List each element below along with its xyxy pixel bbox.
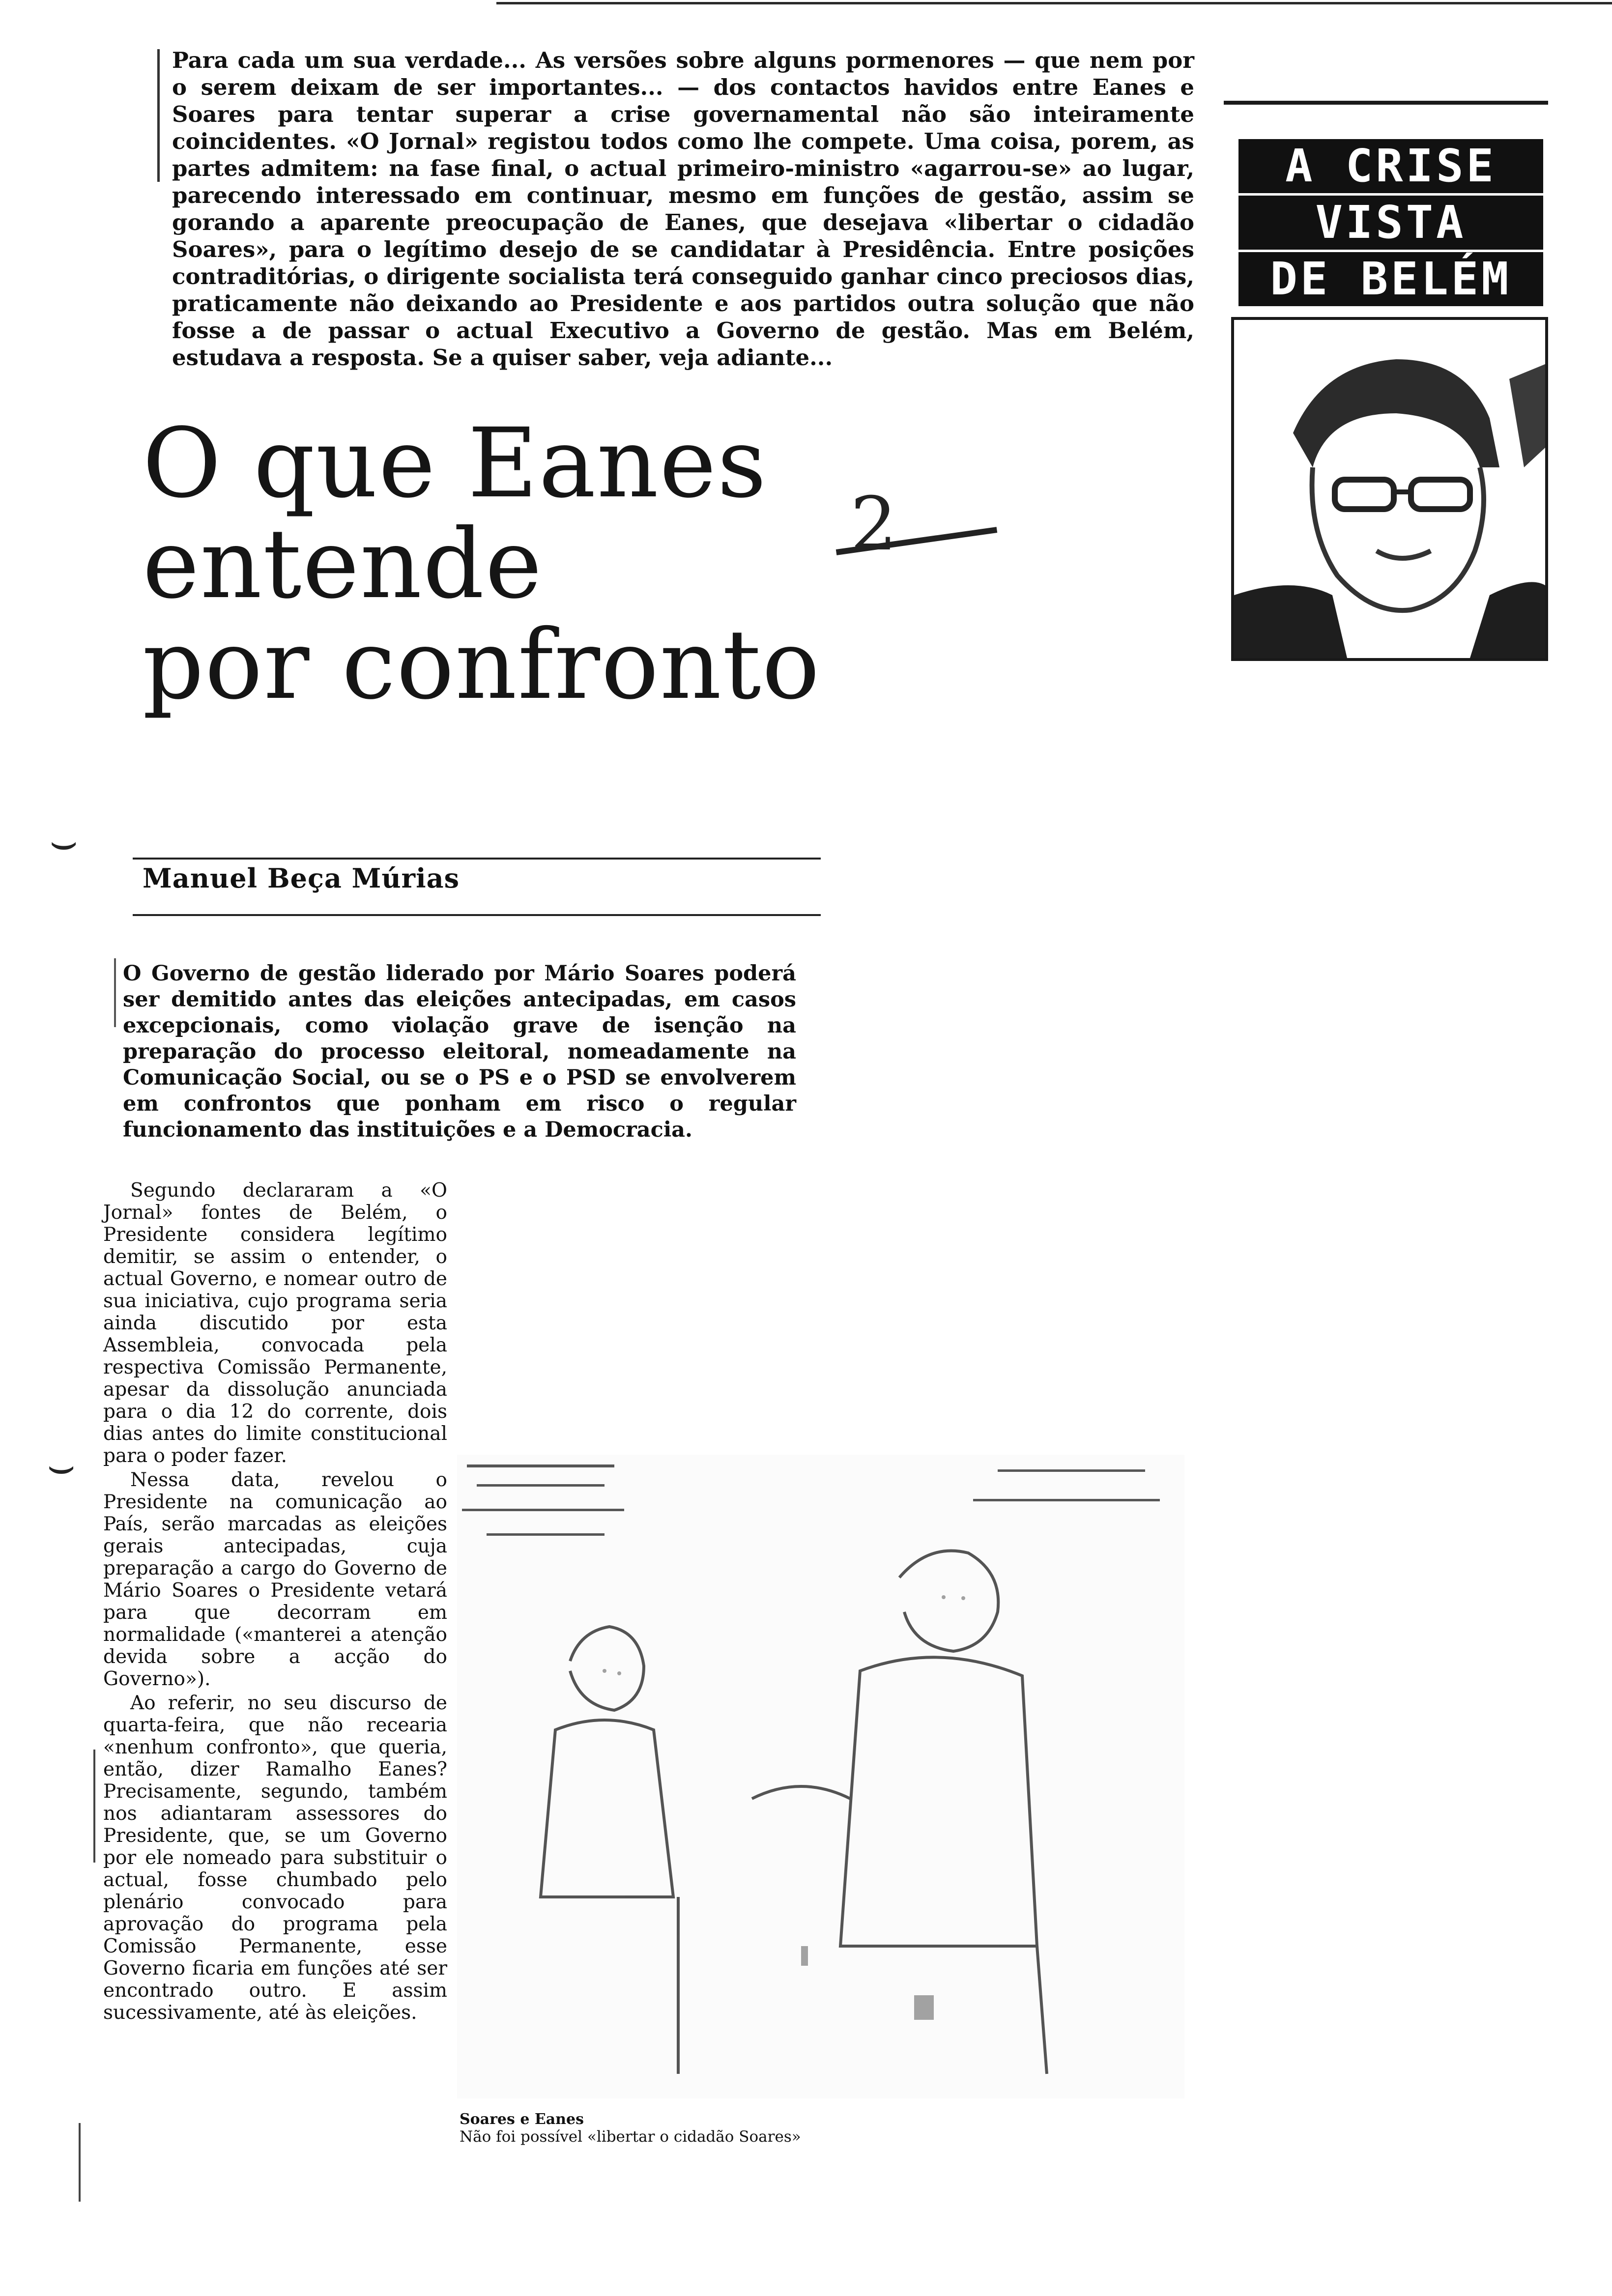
inset-title-line-1: A CRISE [1238,139,1543,193]
body-paragraph: Segundo declararam a «O Jornal» fontes de Belém, o Presidente considera legítimo demitir, se assim o entender, o actual Governo, e nomear outro de sua iniciativa, cujo programa seria ainda discutido por esta Assembleia, convocada pela respectiva Comissão Permanente, apesar da dissolução anunciada para o dia 12 do corrente, dois dias antes do limite constitucional para o poder fazer. [103,1179,447,1467]
inset-title-block [1224,101,1548,321]
intro-paragraph: O Governo de gestão liderado por Mário Soares poderá ser demitido antes das eleições antecipadas, em casos excepcionais, como violação grave de isenção na preparação do processo eleitoral, nomeadamente na Comunicação Social, ou se o PS e o PSD se envolverem em confrontos que ponham em risco o regular funcionamento das instituições e a Democracia. [123,961,796,1142]
byline-rule-top [133,858,821,860]
headline-line-2: entende [143,508,543,620]
lead-margin-bar [157,49,160,182]
section-inset [1224,101,1548,661]
headline-line-1: O que Eanes [143,407,768,519]
headline-line-3: por confronto [143,609,821,720]
photo-caption-title: Soares e Eanes [460,2111,584,2128]
inset-title-line-2: VISTA [1238,196,1543,250]
article-body-column [103,1179,447,2024]
body-paragraph: Nessa data, revelou o Presidente na comunicação ao País, serão marcadas as eleições gerais antecipadas, cuja preparação a cargo do Governo de Mário Soares o Presidente vetará para que decorram em normalidade («manterei a atenção devida sobre a acção do Governo»). [103,1469,447,1690]
inset-title-line-3: DE BELÉM [1238,252,1543,306]
lead-paragraph: Para cada um sua verdade... As versões sobre alguns pormenores — que nem por o serem deixam de ser importantes... — dos contactos havidos entre Eanes e Soares para tentar superar a crise governamental não são inteiramente coincidentes. «O Jornal» registou todos como lhe compete. Uma coisa, porem, as partes admitem: na fase final, o actual primeiro-ministro «agarrou-se» ao lugar, parecendo interessado em continuar, mesmo em funções de gestão, assim se gorando a aparente preocupação de Eanes, que desejava «libertar o cidadão Soares», para o legítimo desejo de se candidatar à Presidência. Entre posições contraditórias, o dirigente socialista terá conseguido ganhar cinco preciosos dias, praticamente não deixando ao Presidente e aos partidos outra solução que não fosse a de passar o actual Executivo a Governo de gestão. Mas em Belém, estudava a resposta. Se a quiser saber, veja adiante... [172,47,1194,371]
inset-portrait-photo [1231,317,1548,661]
handwritten-page-number: 2 [850,482,897,567]
body-margin-bar [79,2123,81,2202]
body-paragraph: Ao referir, no seu discurso de quarta-feira, que não recearia «nenhum confronto», que queria, então, dizer Ramalho Eanes? Precisamente, segundo, também nos adiantaram assessores do Presidente, que, se um Governo por ele nomeado para substituir o actual, fosse chumbado pelo plenário convocado para aprovação do programa pela Comissão Permanente, esse Governo ficaria em funções até ser encontrado outro. E assim sucessivamente, até às eleições. [103,1692,447,2024]
margin-tick-mark: ⌣ [49,816,79,867]
photo-caption-text: Não foi possível «libertar o cidadão Soares» [460,2128,801,2146]
photo-illustration [457,1455,1184,2098]
top-rule [496,2,1612,4]
portrait-illustration [1234,320,1545,658]
body-margin-bar [93,1750,95,1863]
byline: Manuel Beça Múrias [143,862,460,894]
intro-margin-bar [114,958,116,1027]
margin-tick-mark: ⌣ [47,1440,76,1492]
news-photo [457,1455,1184,2098]
byline-rule-bottom [133,914,821,916]
